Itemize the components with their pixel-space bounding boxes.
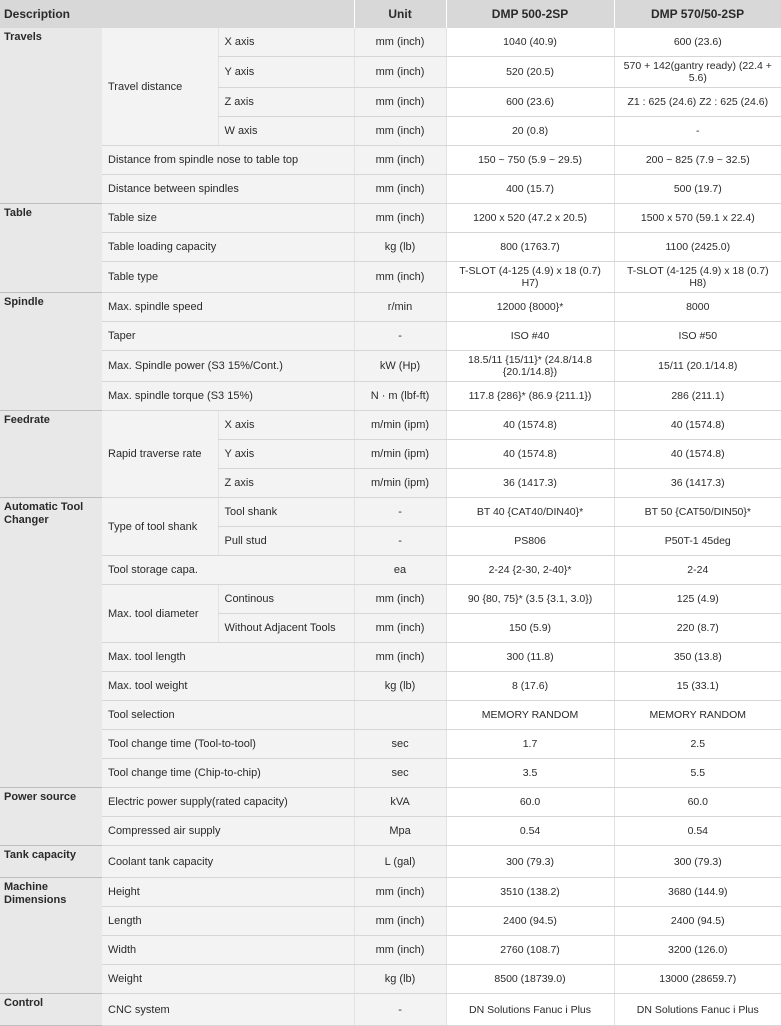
row-unit: sec (354, 759, 446, 788)
value-model-2: 570 + 142(gantry ready) (22.4 + 5.6) (614, 57, 781, 88)
value-model-2: 13000 (28659.7) (614, 965, 781, 994)
group-rapid-traverse: Rapid traverse rate (102, 411, 218, 498)
row-label: Max. tool weight (102, 672, 354, 701)
value-model-1: 2760 (108.7) (446, 936, 614, 965)
row-unit: r/min (354, 293, 446, 322)
value-model-2: 0.54 (614, 817, 781, 846)
row-unit: mm (inch) (354, 175, 446, 204)
category-control: Control (0, 994, 102, 1026)
value-model-1: DN Solutions Fanuc i Plus (446, 994, 614, 1026)
row-label: Distance between spindles (102, 175, 354, 204)
row-label: Max. spindle torque (S3 15%) (102, 382, 354, 411)
table-row (0, 556, 781, 585)
table-row (0, 817, 781, 846)
value-model-2: 125 (4.9) (614, 585, 781, 614)
row-label: Coolant tank capacity (102, 846, 354, 878)
value-model-1: 12000 {8000}* (446, 293, 614, 322)
row-unit: mm (inch) (354, 57, 446, 88)
value-model-1: 1040 (40.9) (446, 28, 614, 57)
row-unit (354, 701, 446, 730)
row-unit: mm (inch) (354, 878, 446, 907)
table-row (0, 262, 781, 293)
value-model-2: 3200 (126.0) (614, 936, 781, 965)
row-label: W axis (218, 117, 354, 146)
table-row (0, 965, 781, 994)
value-model-2: 40 (1574.8) (614, 411, 781, 440)
value-model-2: 1500 x 570 (59.1 x 22.4) (614, 204, 781, 233)
row-label: Compressed air supply (102, 817, 354, 846)
category-travels: Travels (0, 28, 102, 204)
value-model-2: 2.5 (614, 730, 781, 759)
row-unit: - (354, 498, 446, 527)
value-model-1: 36 (1417.3) (446, 469, 614, 498)
value-model-1: 2400 (94.5) (446, 907, 614, 936)
category-machine-dimensions: Machine Dimensions (0, 878, 102, 994)
row-label: Table loading capacity (102, 233, 354, 262)
row-label: Without Adjacent Tools (218, 614, 354, 643)
group-travel-distance: Travel distance (102, 28, 218, 146)
table-row (0, 585, 781, 614)
value-model-2: 300 (79.3) (614, 846, 781, 878)
value-model-1: 20 (0.8) (446, 117, 614, 146)
value-model-2: 40 (1574.8) (614, 440, 781, 469)
table-row (0, 233, 781, 262)
table-row (0, 672, 781, 701)
table-row (0, 204, 781, 233)
value-model-1: 3510 (138.2) (446, 878, 614, 907)
row-unit: - (354, 322, 446, 351)
table-row (0, 846, 781, 878)
row-label: Length (102, 907, 354, 936)
row-label: Tool change time (Chip-to-chip) (102, 759, 354, 788)
value-model-1: MEMORY RANDOM (446, 701, 614, 730)
value-model-1: 60.0 (446, 788, 614, 817)
row-unit: kg (lb) (354, 233, 446, 262)
row-unit: kW (Hp) (354, 351, 446, 382)
value-model-1: ISO #40 (446, 322, 614, 351)
group-max-diameter: Max. tool diameter (102, 585, 218, 643)
value-model-2: BT 50 {CAT50/DIN50}* (614, 498, 781, 527)
table-row (0, 382, 781, 411)
header-unit: Unit (354, 0, 446, 28)
row-unit: mm (inch) (354, 88, 446, 117)
row-unit: kg (lb) (354, 672, 446, 701)
row-label: Pull stud (218, 527, 354, 556)
row-unit: kg (lb) (354, 965, 446, 994)
row-label: Weight (102, 965, 354, 994)
value-model-1: 40 (1574.8) (446, 411, 614, 440)
header-model-1: DMP 500-2SP (446, 0, 614, 28)
table-row (0, 643, 781, 672)
table-row (0, 994, 781, 1026)
row-label: Y axis (218, 440, 354, 469)
row-unit: - (354, 527, 446, 556)
table-row (0, 907, 781, 936)
table-row (0, 28, 781, 57)
row-unit: mm (inch) (354, 204, 446, 233)
value-model-1: 40 (1574.8) (446, 440, 614, 469)
header-description: Description (0, 0, 354, 28)
value-model-1: 117.8 {286}* (86.9 {211.1}) (446, 382, 614, 411)
row-label: Width (102, 936, 354, 965)
category-tank-capacity: Tank capacity (0, 846, 102, 878)
value-model-2: Z1 : 625 (24.6) Z2 : 625 (24.6) (614, 88, 781, 117)
value-model-2: 5.5 (614, 759, 781, 788)
value-model-1: BT 40 {CAT40/DIN40}* (446, 498, 614, 527)
value-model-1: 1.7 (446, 730, 614, 759)
row-label: Distance from spindle nose to table top (102, 146, 354, 175)
value-model-2: 350 (13.8) (614, 643, 781, 672)
row-label: Tool selection (102, 701, 354, 730)
row-unit: mm (inch) (354, 262, 446, 293)
row-unit: mm (inch) (354, 907, 446, 936)
value-model-1: PS806 (446, 527, 614, 556)
value-model-1: 2-24 {2-30, 2-40}* (446, 556, 614, 585)
value-model-2: DN Solutions Fanuc i Plus (614, 994, 781, 1026)
row-unit: kVA (354, 788, 446, 817)
table-row (0, 411, 781, 440)
row-label: Table type (102, 262, 354, 293)
row-label: Z axis (218, 88, 354, 117)
row-label: Tool storage capa. (102, 556, 354, 585)
value-model-2: 220 (8.7) (614, 614, 781, 643)
table-row (0, 146, 781, 175)
value-model-1: 150 (5.9) (446, 614, 614, 643)
row-label: Taper (102, 322, 354, 351)
header-row (0, 0, 781, 28)
row-label: Tool change time (Tool-to-tool) (102, 730, 354, 759)
value-model-1: 800 (1763.7) (446, 233, 614, 262)
row-unit: mm (inch) (354, 936, 446, 965)
value-model-1: 150 ~ 750 (5.9 ~ 29.5) (446, 146, 614, 175)
value-model-2: 500 (19.7) (614, 175, 781, 204)
value-model-2: 2400 (94.5) (614, 907, 781, 936)
table-row (0, 322, 781, 351)
value-model-2: 1100 (2425.0) (614, 233, 781, 262)
value-model-1: 600 (23.6) (446, 88, 614, 117)
row-unit: mm (inch) (354, 585, 446, 614)
row-unit: - (354, 994, 446, 1026)
row-label: Max. spindle speed (102, 293, 354, 322)
row-unit: m/min (ipm) (354, 411, 446, 440)
row-label: Max. tool length (102, 643, 354, 672)
value-model-2: 15 (33.1) (614, 672, 781, 701)
value-model-2: - (614, 117, 781, 146)
table-row (0, 175, 781, 204)
value-model-2: 2-24 (614, 556, 781, 585)
row-unit: Mpa (354, 817, 446, 846)
row-label: Height (102, 878, 354, 907)
row-unit: mm (inch) (354, 146, 446, 175)
value-model-1: 8500 (18739.0) (446, 965, 614, 994)
value-model-2: MEMORY RANDOM (614, 701, 781, 730)
value-model-1: 400 (15.7) (446, 175, 614, 204)
row-label: Table size (102, 204, 354, 233)
row-unit: mm (inch) (354, 643, 446, 672)
category-power-source: Power source (0, 788, 102, 846)
row-label: X axis (218, 28, 354, 57)
value-model-1: T-SLOT (4-125 (4.9) x 18 (0.7) H7) (446, 262, 614, 293)
table-row (0, 498, 781, 527)
row-unit: m/min (ipm) (354, 440, 446, 469)
value-model-2: 286 (211.1) (614, 382, 781, 411)
row-label: CNC system (102, 994, 354, 1026)
category-atc: Automatic Tool Changer (0, 498, 102, 788)
row-label: Z axis (218, 469, 354, 498)
value-model-1: 1200 x 520 (47.2 x 20.5) (446, 204, 614, 233)
table-row (0, 759, 781, 788)
value-model-1: 3.5 (446, 759, 614, 788)
row-unit: m/min (ipm) (354, 469, 446, 498)
value-model-1: 300 (11.8) (446, 643, 614, 672)
row-label: Electric power supply(rated capacity) (102, 788, 354, 817)
row-unit: mm (inch) (354, 28, 446, 57)
header-model-2: DMP 570/50-2SP (614, 0, 781, 28)
table-row (0, 788, 781, 817)
value-model-2: 15/11 (20.1/14.8) (614, 351, 781, 382)
value-model-2: 60.0 (614, 788, 781, 817)
value-model-2: 8000 (614, 293, 781, 322)
table-row (0, 878, 781, 907)
category-spindle: Spindle (0, 293, 102, 411)
table-row (0, 701, 781, 730)
table-row (0, 293, 781, 322)
table-row (0, 730, 781, 759)
value-model-2: T-SLOT (4-125 (4.9) x 18 (0.7) H8) (614, 262, 781, 293)
value-model-1: 0.54 (446, 817, 614, 846)
value-model-1: 8 (17.6) (446, 672, 614, 701)
row-label: X axis (218, 411, 354, 440)
row-unit: mm (inch) (354, 117, 446, 146)
row-label: Max. Spindle power (S3 15%/Cont.) (102, 351, 354, 382)
value-model-1: 18.5/11 {15/11}* (24.8/14.8 {20.1/14.8}) (446, 351, 614, 382)
row-label: Continous (218, 585, 354, 614)
row-unit: L (gal) (354, 846, 446, 878)
value-model-2: 36 (1417.3) (614, 469, 781, 498)
value-model-2: ISO #50 (614, 322, 781, 351)
group-shank-type: Type of tool shank (102, 498, 218, 556)
value-model-1: 520 (20.5) (446, 57, 614, 88)
category-feedrate: Feedrate (0, 411, 102, 498)
table-row (0, 936, 781, 965)
table-row (0, 351, 781, 382)
value-model-2: 600 (23.6) (614, 28, 781, 57)
value-model-1: 90 {80, 75}* (3.5 {3.1, 3.0}) (446, 585, 614, 614)
value-model-2: 3680 (144.9) (614, 878, 781, 907)
category-table: Table (0, 204, 102, 293)
row-unit: sec (354, 730, 446, 759)
value-model-1: 300 (79.3) (446, 846, 614, 878)
value-model-2: P50T-1 45deg (614, 527, 781, 556)
row-unit: mm (inch) (354, 614, 446, 643)
row-label: Tool shank (218, 498, 354, 527)
row-unit: ea (354, 556, 446, 585)
row-unit: N · m (lbf-ft) (354, 382, 446, 411)
value-model-2: 200 ~ 825 (7.9 ~ 32.5) (614, 146, 781, 175)
row-label: Y axis (218, 57, 354, 88)
